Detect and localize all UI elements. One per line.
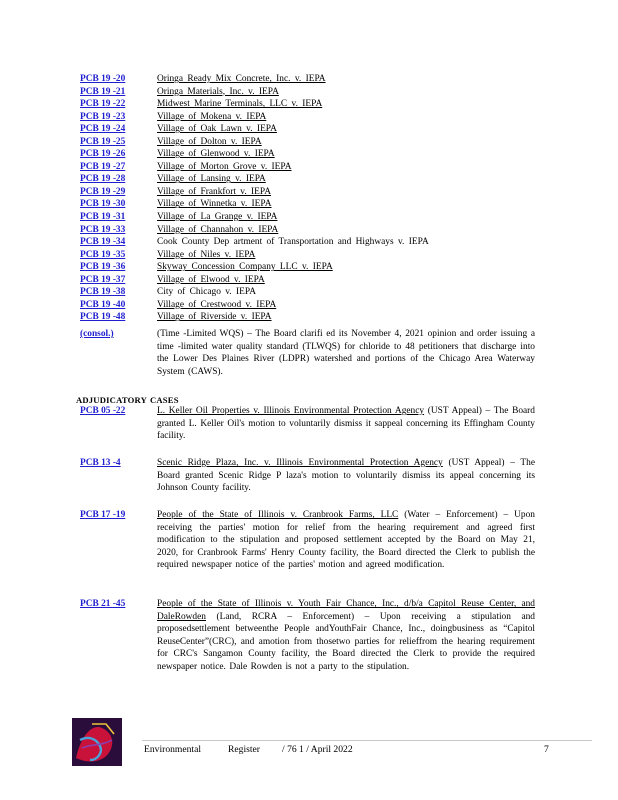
consolidated-text: (Time -Limited WQS) – The Board clarifi ed its November 4, 2021 opinion and order issuing a time -limited water quality standard (TLWQS) for chloride to 48 petitioners that discharge into the Lower Des Plaines River (LDPR) watershed and portions of the Chicago Area Waterway System (CAWS).	[157, 329, 535, 377]
pcb-case-title: Oringa Materials, Inc. v. IEPA	[157, 86, 279, 97]
pcb-case-title: Skyway Concession Company LLC v. IEPA	[157, 262, 333, 273]
pcb-case-number-link[interactable]: PCB 19 -38	[80, 287, 126, 298]
case-title: Scenic Ridge Plaza, Inc. v. Illinois Environmental Protection Agency	[157, 458, 443, 468]
pcb-case-row	[80, 211, 540, 224]
pcb-case-row	[80, 136, 540, 149]
footer-register: Register	[228, 744, 260, 755]
case-title: L. Keller Oil Properties v. Illinois Environmental Protection Agency	[157, 406, 425, 416]
section-heading-left: ADJUDICATORY	[76, 395, 148, 405]
register-logo-icon	[72, 718, 122, 766]
case-body: (UST Appeal) – The Board granted L. Keller Oil's motion to voluntarily dismiss it sappeal concerning its Effingham County facility.	[157, 406, 535, 442]
case-body: (Land, RCRA – Enforcement) – Upon receiving a stipulation and proposedsettlement betweenthe People andYouthFair Chance, Inc., doingbusiness as “Capitol ReuseCenter”(CRC), and amotion from thosetwo parties for relieffrom the hearing requirement for CRC's Sangamon County facility, the Board directed the Clerk to provide the required newspaper notice. Dale Rowden is not a party to the stipulation.	[157, 611, 535, 672]
pcb-case-title: Village of Niles v. IEPA	[157, 249, 256, 260]
case-number-link[interactable]: PCB 17 -19	[80, 510, 126, 520]
pcb-case-title: City of Chicago v. IEPA	[157, 287, 256, 298]
pcb-case-number-link[interactable]: PCB 19 -37	[80, 274, 126, 285]
pcb-case-number-link[interactable]: PCB 19 -30	[80, 199, 126, 210]
case-entry	[80, 598, 535, 674]
consolidated-link[interactable]: (consol.)	[80, 329, 114, 339]
section-heading-right: CASES	[150, 395, 179, 405]
pcb-case-row	[80, 186, 540, 199]
pcb-case-number-link[interactable]: PCB 19 -22	[80, 99, 126, 110]
pcb-case-row	[80, 224, 540, 237]
pcb-case-title: Cook County Dep artment of Transportation and Highways v. IEPA	[157, 237, 429, 248]
pcb-case-title: Village of Morton Grove v. IEPA	[157, 161, 292, 172]
section-heading	[76, 395, 179, 405]
pcb-case-row	[80, 98, 540, 111]
pcb-case-number-link[interactable]: PCB 19 -48	[80, 312, 126, 323]
pcb-case-number-link[interactable]: PCB 19 -33	[80, 224, 126, 235]
pcb-case-list	[80, 73, 540, 324]
pcb-case-row	[80, 236, 540, 249]
pcb-case-row	[80, 173, 540, 186]
pcb-case-row	[80, 148, 540, 161]
pcb-case-row	[80, 311, 540, 324]
case-number-link[interactable]: PCB 05 -22	[80, 406, 126, 416]
pcb-case-row	[80, 249, 540, 262]
pcb-case-row	[80, 123, 540, 136]
pcb-case-title: Oringa Ready Mix Concrete, Inc. v. IEPA	[157, 74, 326, 84]
pcb-case-title: Village of Glenwood v. IEPA	[157, 149, 275, 160]
pcb-case-number-link[interactable]: PCB 19 -25	[80, 136, 126, 147]
pcb-case-title: Village of Lansing v. IEPA	[157, 174, 266, 185]
pcb-case-title: Village of Crestwood v. IEPA	[157, 299, 277, 310]
case-body: (UST Appeal) – The Board granted Scenic Ridge P laza's motion to voluntarily dismiss its appeal concerning its Johnson County facility.	[157, 458, 535, 494]
pcb-case-row	[80, 261, 540, 274]
pcb-case-number-link[interactable]: PCB 19 -26	[80, 149, 126, 160]
case-title: People of the State of Illinois v. Cranbrook Farms, LLC	[157, 510, 399, 520]
case-number-link[interactable]: PCB 13 -4	[80, 458, 121, 468]
case-entry	[80, 405, 535, 443]
case-title: People of the State of Illinois v. Youth Fair Chance, Inc., d/b/a Capitol Reuse Center, and DaleRowden	[157, 599, 535, 622]
pcb-case-number-link[interactable]: PCB 19 -20	[80, 74, 126, 84]
page-footer	[72, 718, 552, 768]
pcb-case-number-link[interactable]: PCB 19 -29	[80, 186, 126, 197]
pcb-case-title: Village of Mokena v. IEPA	[157, 111, 267, 122]
pcb-case-row	[80, 86, 540, 99]
pcb-case-title: Midwest Marine Terminals, LLC v. IEPA	[157, 99, 323, 110]
pcb-case-title: Village of Riverside v. IEPA	[157, 312, 272, 323]
pcb-case-title: Village of Channahon v. IEPA	[157, 224, 279, 235]
case-entry	[80, 457, 535, 495]
pcb-case-row	[80, 286, 540, 299]
pcb-case-number-link[interactable]: PCB 19 -35	[80, 249, 126, 260]
consolidated-summary	[80, 328, 535, 378]
pcb-case-row	[80, 161, 540, 174]
pcb-case-row	[80, 73, 540, 86]
pcb-case-title: Village of Oak Lawn v. IEPA	[157, 124, 277, 135]
pcb-case-title: Village of Frankfort v. IEPA	[157, 186, 272, 197]
footer-rule	[142, 740, 592, 741]
footer-page-number: 7	[544, 744, 549, 755]
case-body: (Water – Enforcement) – Upon receiving the parties' motion for relief from the hearing requirement and agreed first modification to the stipulation and proposed settlement accepted by the Board on May 21, 2020, for Cranbrook Farms' Henry County facility, the Board directed the Clerk to publish the required newspaper notice of the parties' motion and agreed modification.	[157, 510, 535, 571]
pcb-case-row	[80, 299, 540, 312]
pcb-case-title: Village of Winnetka v. IEPA	[157, 199, 272, 210]
pcb-case-number-link[interactable]: PCB 19 -28	[80, 174, 126, 185]
pcb-case-title: Village of Dolton v. IEPA	[157, 136, 262, 147]
pcb-case-number-link[interactable]: PCB 19 -27	[80, 161, 126, 172]
pcb-case-number-link[interactable]: PCB 19 -34	[80, 237, 126, 248]
pcb-case-title: Village of La Grange v. IEPA	[157, 212, 278, 223]
pcb-case-row	[80, 274, 540, 287]
pcb-case-number-link[interactable]: PCB 19 -31	[80, 212, 126, 223]
pcb-case-number-link[interactable]: PCB 19 -40	[80, 299, 126, 310]
case-entry	[80, 509, 535, 572]
pcb-case-number-link[interactable]: PCB 19 -36	[80, 262, 126, 273]
pcb-case-row	[80, 198, 540, 211]
footer-issue: / 76 1 / April 2022	[282, 744, 353, 755]
pcb-case-number-link[interactable]: PCB 19 -23	[80, 111, 126, 122]
pcb-case-number-link[interactable]: PCB 19 -24	[80, 124, 126, 135]
pcb-case-title: Village of Elwood v. IEPA	[157, 274, 265, 285]
footer-publication: Environmental	[144, 744, 202, 755]
pcb-case-number-link[interactable]: PCB 19 -21	[80, 86, 126, 97]
case-number-link[interactable]: PCB 21 -45	[80, 599, 126, 609]
pcb-case-row	[80, 111, 540, 124]
